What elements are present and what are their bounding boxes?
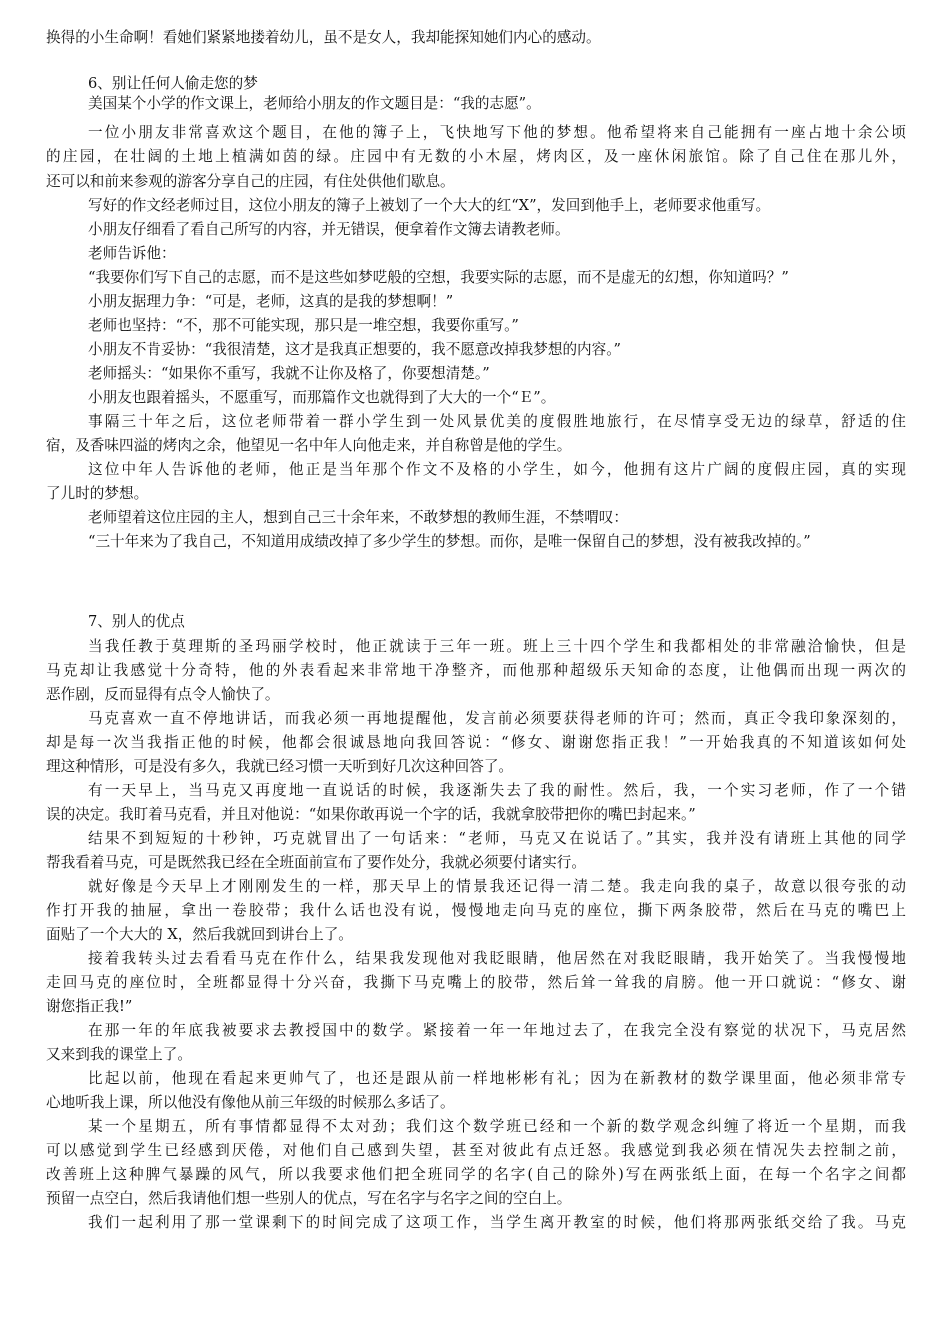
s6-line-3: 的庄园，在壮阔的土地上植满如茵的绿。庄园中有无数的小木屋，烤肉区，及一座休闲旅馆。除了自己住在那儿外， bbox=[46, 148, 906, 165]
s6-line-5: 写好的作文经老师过目，这位小朋友的簿子上被划了一个大大的红“X”，发回到他手上，老师要求他重写。 bbox=[88, 197, 771, 214]
s6-line-18: 老师望着这位庄园的主人，想到自己三十余年来，不敢梦想的教师生涯，不禁喟叹： bbox=[88, 509, 628, 526]
s7-line-3: 恶作剧，反而显得有点令人愉快了。 bbox=[46, 686, 280, 703]
s6-line-6: 小朋友仔细看了看自己所写的内容，并无错误，便拿着作文簿去请教老师。 bbox=[88, 221, 570, 238]
s7-line-9: 结果不到短短的十秒钟，巧克就冒出了一句话来：“老师，马克又在说话了。”其实，我并没有请班上其他的同学 bbox=[88, 830, 906, 847]
s6-line-2: 一位小朋友非常喜欢这个题目，在他的簿子上，飞快地写下他的梦想。他希望将来自己能拥有一座占地十余公顷 bbox=[88, 124, 906, 141]
section-6-heading: 6、别让任何人偷走您的梦 bbox=[88, 75, 258, 92]
s6-line-15: 宿，及香味四溢的烤肉之余，他望见一名中年人向他走来，并自称曾是他的学生。 bbox=[46, 437, 572, 454]
s7-line-20: 心地听我上课，所以他没有像他从前三年级的时候那么多话了。 bbox=[46, 1094, 455, 1111]
s6-line-10: 老师也坚持：“不，那不可能实现，那只是一堆空想，我要你重写。” bbox=[88, 317, 519, 334]
s7-line-10: 帮我看着马克，可是既然我已经在全班面前宣布了要作处分，我就必须要付诸实行。 bbox=[46, 854, 586, 871]
s6-line-7: 老师告诉他： bbox=[88, 245, 176, 262]
s6-line-1: 美国某个小学的作文课上，老师给小朋友的作文题目是：“我的志愿”。 bbox=[88, 95, 541, 112]
s7-line-18: 又来到我的课堂上了。 bbox=[46, 1046, 192, 1063]
s7-line-23: 改善班上这种脾气暴躁的风气，所以我要求他们把全班同学的名字(自己的除外)写在两张纸上面，在每一个名字之间都 bbox=[46, 1166, 906, 1183]
s7-line-11: 就好像是今天早上才刚刚发生的一样，那天早上的情景我还记得一清二楚。我走向我的桌子，故意以很夸张的动 bbox=[88, 878, 906, 895]
s6-line-12: 老师摇头：“如果你不重写，我就不让你及格了，你要想清楚。” bbox=[88, 365, 490, 382]
s7-line-25: 我们一起利用了那一堂课剩下的时间完成了这项工作，当学生离开教室的时候，他们将那两张纸交给了我。马克 bbox=[88, 1214, 906, 1231]
s7-line-15: 走回马克的座位时，全班都显得十分兴奋，我撕下马克嘴上的胶带，然后耸一耸我的肩膀。他一开口就说：“修女、谢 bbox=[46, 974, 906, 991]
s7-line-5: 却是每一次当我指正他的时候，他都会很诚恳地向我回答说：“修女、谢谢您指正我！”一开始我真的不知道该如何处 bbox=[46, 734, 906, 751]
s7-line-4: 马克喜欢一直不停地讲话，而我必须一再地提醒他，发言前必须要获得老师的许可；然而，真正令我印象深刻的， bbox=[88, 710, 906, 727]
s7-line-21: 某一个星期五，所有事情都显得不太对劲；我们这个数学班已经和一个新的数学观念纠缠了将近一个星期，而我 bbox=[88, 1118, 906, 1135]
s6-line-13: 小朋友也跟着摇头，不愿重写，而那篇作文也就得到了大大的一个“Ｅ”。 bbox=[88, 389, 556, 406]
s6-line-9: 小朋友据理力争：“可是，老师，这真的是我的梦想啊！” bbox=[88, 293, 454, 310]
s6-line-4: 还可以和前来参观的游客分享自己的庄园，有住处供他们歇息。 bbox=[46, 173, 455, 190]
s7-line-12: 作打开我的抽屉，拿出一卷胶带；我什么话也没有说，慢慢地走向马克的座位，撕下两条胶带，然后在马克的嘴巴上 bbox=[46, 902, 906, 919]
s7-line-1: 当我任教于莫理斯的圣玛丽学校时，他正就读于三年一班。班上三十四个学生和我都相处的非常融洽愉快，但是 bbox=[88, 638, 906, 655]
s6-line-16: 这位中年人告诉他的老师，他正是当年那个作文不及格的小学生，如今，他拥有这片广阔的度假庄园，真的实现 bbox=[88, 461, 906, 478]
s6-line-14: 事隔三十年之后，这位老师带着一群小学生到一处风景优美的度假胜地旅行，在尽情享受无边的绿草，舒适的住 bbox=[88, 413, 906, 430]
s7-line-13: 面贴了一个大大的 X，然后我就回到讲台上了。 bbox=[46, 926, 353, 943]
s7-line-24: 预留一点空白，然后我请他们想一些别人的优点，写在名字与名字之间的空白上。 bbox=[46, 1190, 572, 1207]
s7-line-8: 误的决定。我盯着马克看，并且对他说：“如果你敢再说一个字的话，我就拿胶带把你的嘴巴封起来。” bbox=[46, 806, 696, 823]
s7-line-2: 马克却让我感觉十分奇特，他的外表看起来非常地干净整齐，而他那种超级乐天知命的态度，让他偶而出现一两次的 bbox=[46, 662, 906, 679]
section-7-heading: 7、别人的优点 bbox=[88, 613, 185, 630]
s6-line-17: 了儿时的梦想。 bbox=[46, 485, 149, 502]
s7-line-7: 有一天早上，当马克又再度地一直说话的时候，我逐渐失去了我的耐性。然后，我，一个实习老师，作了一个错 bbox=[88, 782, 906, 799]
s7-line-6: 理这种情形，可是没有多久，我就已经习惯一天听到好几次这种回答了。 bbox=[46, 758, 514, 775]
s7-line-14: 接着我转头过去看看马克在作什么，结果我发现他对我眨眼睛，他居然在对我眨眼睛，我开始笑了。当我慢慢地 bbox=[88, 950, 906, 967]
s7-line-17: 在那一年的年底我被要求去教授国中的数学。紧接着一年一年地过去了，在我完全没有察觉的状况下，马克居然 bbox=[88, 1022, 906, 1039]
intro-tail-line: 换得的小生命啊！看她们紧紧地搂着幼儿，虽不是女人，我却能探知她们内心的感动。 bbox=[46, 29, 601, 46]
s6-line-11: 小朋友不肯妥协：“我很清楚，这才是我真正想要的，我不愿意改掉我梦想的内容。” bbox=[88, 341, 621, 358]
s7-line-19: 比起以前，他现在看起来更帅气了，也还是跟从前一样地彬彬有礼；因为在新教材的数学课里面，他必须非常专 bbox=[88, 1070, 906, 1087]
s6-line-8: “我要你们写下自己的志愿，而不是这些如梦呓般的空想，我要实际的志愿，而不是虚无的幻想，你知道吗？” bbox=[88, 269, 789, 286]
s7-line-16: 谢您指正我!” bbox=[46, 998, 133, 1015]
s7-line-22: 可以感觉到学生已经感到厌倦，对他们自己感到失望，甚至对彼此有点迁怒。我感觉到我必须在情况失去控制之前， bbox=[46, 1142, 906, 1159]
s6-line-19: “三十年来为了我自己，不知道用成绩改掉了多少学生的梦想。而你，是唯一保留自己的梦想，没有被我改掉的。” bbox=[88, 533, 811, 550]
